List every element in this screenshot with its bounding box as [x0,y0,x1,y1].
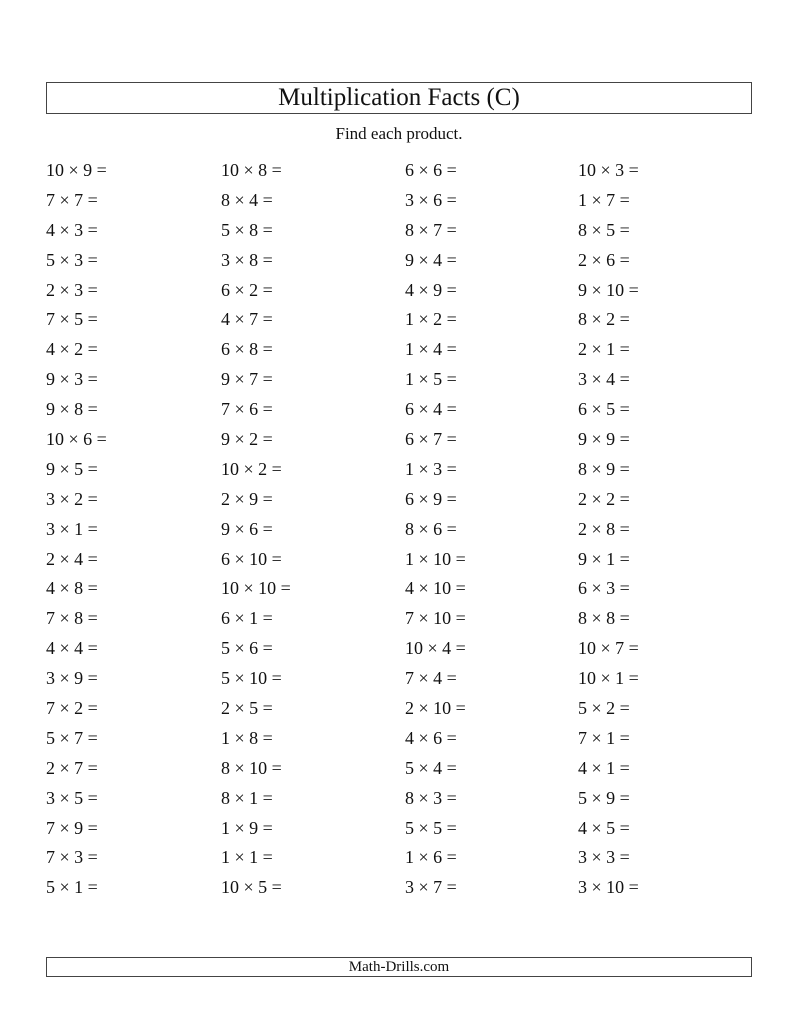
problem-item: 8 × 4 = [221,189,273,210]
problem-item: 5 × 5 = [405,817,457,838]
problem-item: 2 × 7 = [46,757,98,778]
problem-item: 4 × 2 = [46,339,98,360]
problem-item: 3 × 10 = [578,877,639,898]
problem-item: 3 × 1 = [46,518,98,539]
problem-item: 4 × 4 = [46,638,98,659]
problem-item: 7 × 6 = [221,399,273,420]
problem-item: 5 × 9 = [578,787,630,808]
problem-item: 6 × 1 = [221,608,273,629]
problem-item: 1 × 2 = [405,309,457,330]
problem-item: 4 × 3 = [46,219,98,240]
problem-item: 2 × 9 = [221,488,273,509]
problem-item: 7 × 9 = [46,817,98,838]
problem-item: 9 × 1 = [578,548,630,569]
problem-item: 10 × 8 = [221,160,282,180]
problem-item: 4 × 5 = [578,817,630,838]
problem-item: 1 × 6 = [405,847,457,868]
problem-item: 6 × 9 = [405,488,457,509]
problem-item: 1 × 9 = [221,817,273,838]
problem-item: 2 × 3 = [46,279,98,300]
problem-item: 2 × 1 = [578,339,630,360]
problem-item: 5 × 3 = [46,249,98,270]
problem-item: 10 × 6 = [46,429,107,450]
problem-item: 10 × 10 = [221,578,291,599]
problem-item: 8 × 7 = [405,219,457,240]
problem-item: 10 × 2 = [221,458,282,479]
problem-item: 8 × 2 = [578,309,630,330]
problem-item: 10 × 3 = [578,160,639,180]
problem-item: 9 × 10 = [578,279,639,300]
problem-item: 6 × 2 = [221,279,273,300]
problem-item: 4 × 6 = [405,727,457,748]
problem-item: 10 × 5 = [221,877,282,898]
problem-column-1 [46,156,107,903]
problem-item: 7 × 3 = [46,847,98,868]
problem-item: 4 × 7 = [221,309,273,330]
problem-item: 7 × 10 = [405,608,466,629]
problem-item: 7 × 1 = [578,727,630,748]
problem-item: 6 × 3 = [578,578,630,599]
problem-item: 6 × 10 = [221,548,282,569]
problem-item: 5 × 4 = [405,757,457,778]
problem-item: 6 × 7 = [405,429,457,450]
problem-item: 9 × 4 = [405,249,457,270]
problem-item: 2 × 5 = [221,698,273,719]
problem-item: 4 × 10 = [405,578,466,599]
problem-item: 8 × 3 = [405,787,457,808]
problem-item: 1 × 7 = [578,189,630,210]
problem-column-2 [221,156,291,903]
problem-item: 8 × 5 = [578,219,630,240]
problem-item: 6 × 8 = [221,339,273,360]
problem-item: 9 × 2 = [221,429,273,450]
problem-item: 9 × 6 = [221,518,273,539]
problem-item: 7 × 2 = [46,698,98,719]
problem-item: 5 × 7 = [46,727,98,748]
problem-item: 10 × 1 = [578,668,639,689]
problem-item: 3 × 5 = [46,787,98,808]
problem-item: 3 × 7 = [405,877,457,898]
problem-item: 9 × 5 = [46,458,98,479]
problem-item: 4 × 1 = [578,757,630,778]
problem-item: 7 × 4 = [405,668,457,689]
problem-item: 2 × 6 = [578,249,630,270]
problem-item: 10 × 4 = [405,638,466,659]
problem-item: 5 × 8 = [221,219,273,240]
problem-item: 10 × 9 = [46,160,107,180]
problem-item: 7 × 5 = [46,309,98,330]
worksheet-title: Multiplication Facts (C) [46,82,752,114]
problem-item: 1 × 1 = [221,847,273,868]
instructions: Find each product. [335,124,463,143]
problem-item: 9 × 3 = [46,369,98,390]
problem-item: 8 × 9 = [578,458,630,479]
problem-item: 6 × 5 = [578,399,630,420]
problem-item: 8 × 1 = [221,787,273,808]
problem-item: 7 × 7 = [46,189,98,210]
problem-item: 2 × 10 = [405,698,466,719]
problem-item: 1 × 4 = [405,339,457,360]
footer-credit: Math-Drills.com [46,957,752,977]
problem-item: 8 × 6 = [405,518,457,539]
problem-item: 6 × 4 = [405,399,457,420]
problem-item: 3 × 9 = [46,668,98,689]
problem-item: 3 × 2 = [46,488,98,509]
problem-item: 8 × 8 = [578,608,630,629]
problem-item: 3 × 8 = [221,249,273,270]
problem-item: 1 × 10 = [405,548,466,569]
problem-item: 5 × 10 = [221,668,282,689]
problem-item: 3 × 3 = [578,847,630,868]
problem-item: 9 × 8 = [46,399,98,420]
problem-item: 1 × 8 = [221,727,273,748]
problem-item: 4 × 9 = [405,279,457,300]
problem-item: 6 × 6 = [405,160,457,180]
problem-item: 2 × 2 = [578,488,630,509]
problem-column-3 [405,156,466,903]
problem-item: 8 × 10 = [221,757,282,778]
problem-item: 5 × 1 = [46,877,98,898]
problem-column-4 [578,156,639,903]
problem-item: 2 × 4 = [46,548,98,569]
problem-item: 5 × 6 = [221,638,273,659]
problem-item: 3 × 6 = [405,189,457,210]
problem-grid [46,156,752,906]
problem-item: 4 × 8 = [46,578,98,599]
problem-item: 5 × 2 = [578,698,630,719]
problem-item: 9 × 9 = [578,429,630,450]
problem-item: 3 × 4 = [578,369,630,390]
problem-item: 2 × 8 = [578,518,630,539]
problem-item: 9 × 7 = [221,369,273,390]
problem-item: 1 × 3 = [405,458,457,479]
problem-item: 1 × 5 = [405,369,457,390]
problem-item: 10 × 7 = [578,638,639,659]
problem-item: 7 × 8 = [46,608,98,629]
